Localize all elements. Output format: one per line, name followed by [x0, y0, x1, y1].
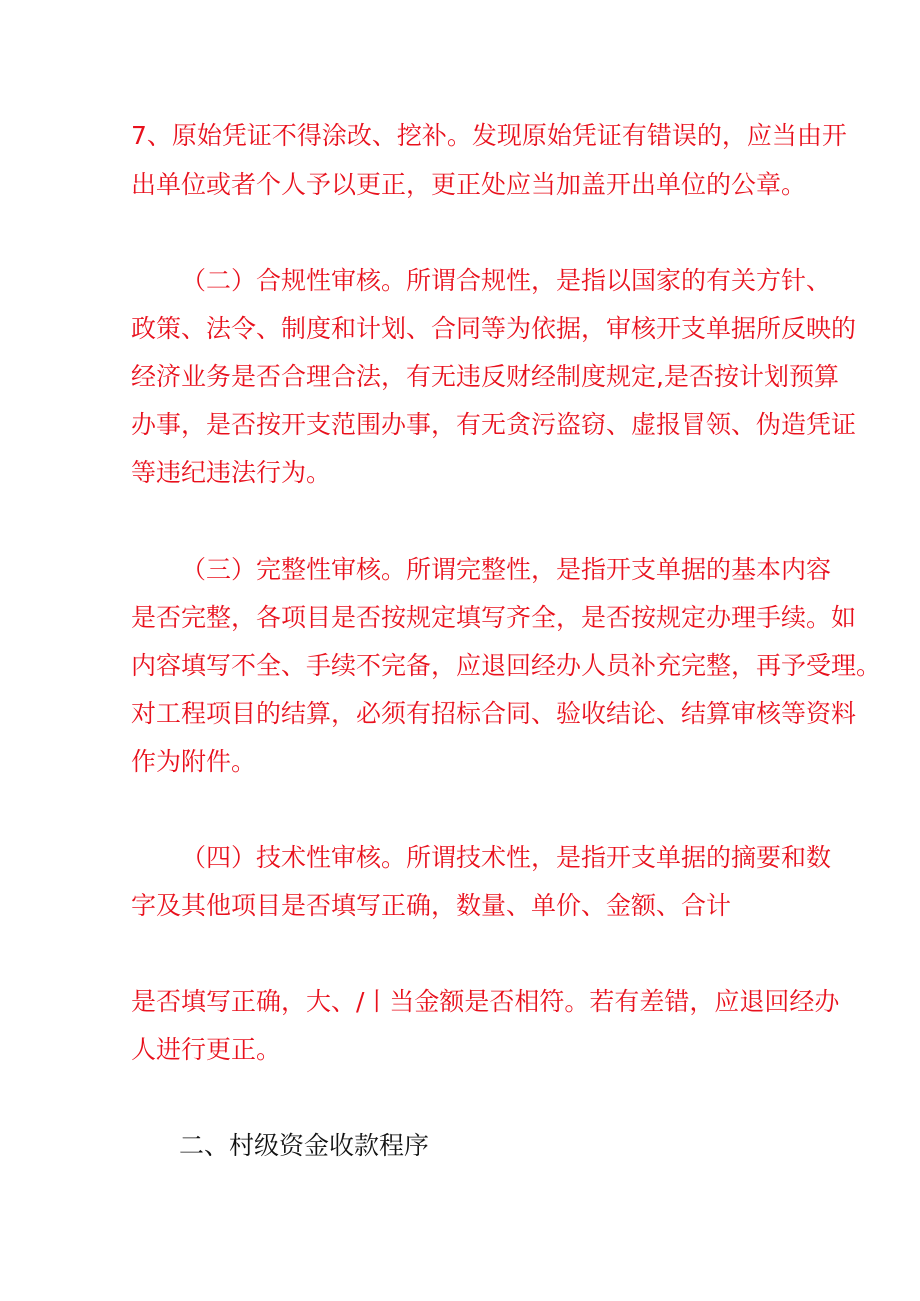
paragraph-completeness-line-1: （三）完整性审核。所谓完整性，是指开支单据的基本内容	[181, 555, 832, 584]
paragraph-completeness-line-2: 是否完整，各项目是否按规定填写齐全，是否按规定办理手续。如	[131, 603, 857, 632]
paragraph-technical-line-2: 字及其他项目是否填写正确，数量、单价、金额、合计	[131, 891, 732, 920]
paragraph-compliance-line-5: 等违纪违法行为。	[131, 458, 332, 487]
paragraph-compliance-line-3: 经济业务是否合理合法，有无违反财经制度规定,是否按计划预算	[131, 362, 839, 391]
paragraph-completeness-line-5: 作为附件。	[131, 747, 257, 776]
paragraph-technical-line-1: （四）技术性审核。所谓技术性，是指开支单据的摘要和数	[181, 843, 832, 872]
paragraph-technical-line-4: 人进行更正。	[131, 1035, 282, 1064]
paragraph-7-line-1: 7、原始凭证不得涂改、挖补。发现原始凭证有错误的，应当由开	[131, 121, 847, 150]
paragraph-7-line-2: 出单位或者个人予以更正，更正处应当加盖开出单位的公章。	[131, 170, 807, 199]
paragraph-compliance-line-4: 办事，是否按开支范围办事，有无贪污盗窃、虚报冒领、伪造凭证	[131, 410, 857, 439]
paragraph-technical-line-3: 是否填写正确，大、/丨当金额是否相符。若有差错，应退回经办	[131, 987, 840, 1016]
section-heading: 二、村级资金收款程序	[179, 1131, 430, 1160]
paragraph-compliance-line-1: （二）合规性审核。所谓合规性，是指以国家的有关方针、	[181, 266, 832, 295]
paragraph-completeness-line-4: 对工程项目的结算，必须有招标合同、验收结论、结算审核等资料	[131, 699, 857, 728]
paragraph-compliance-line-2: 政策、法令、制度和计划、合同等为依据，审核开支单据所反映的	[131, 314, 857, 343]
paragraph-completeness-line-3: 内容填写不全、手续不完备，应退回经办人员补充完整，再予受理。	[131, 651, 882, 680]
